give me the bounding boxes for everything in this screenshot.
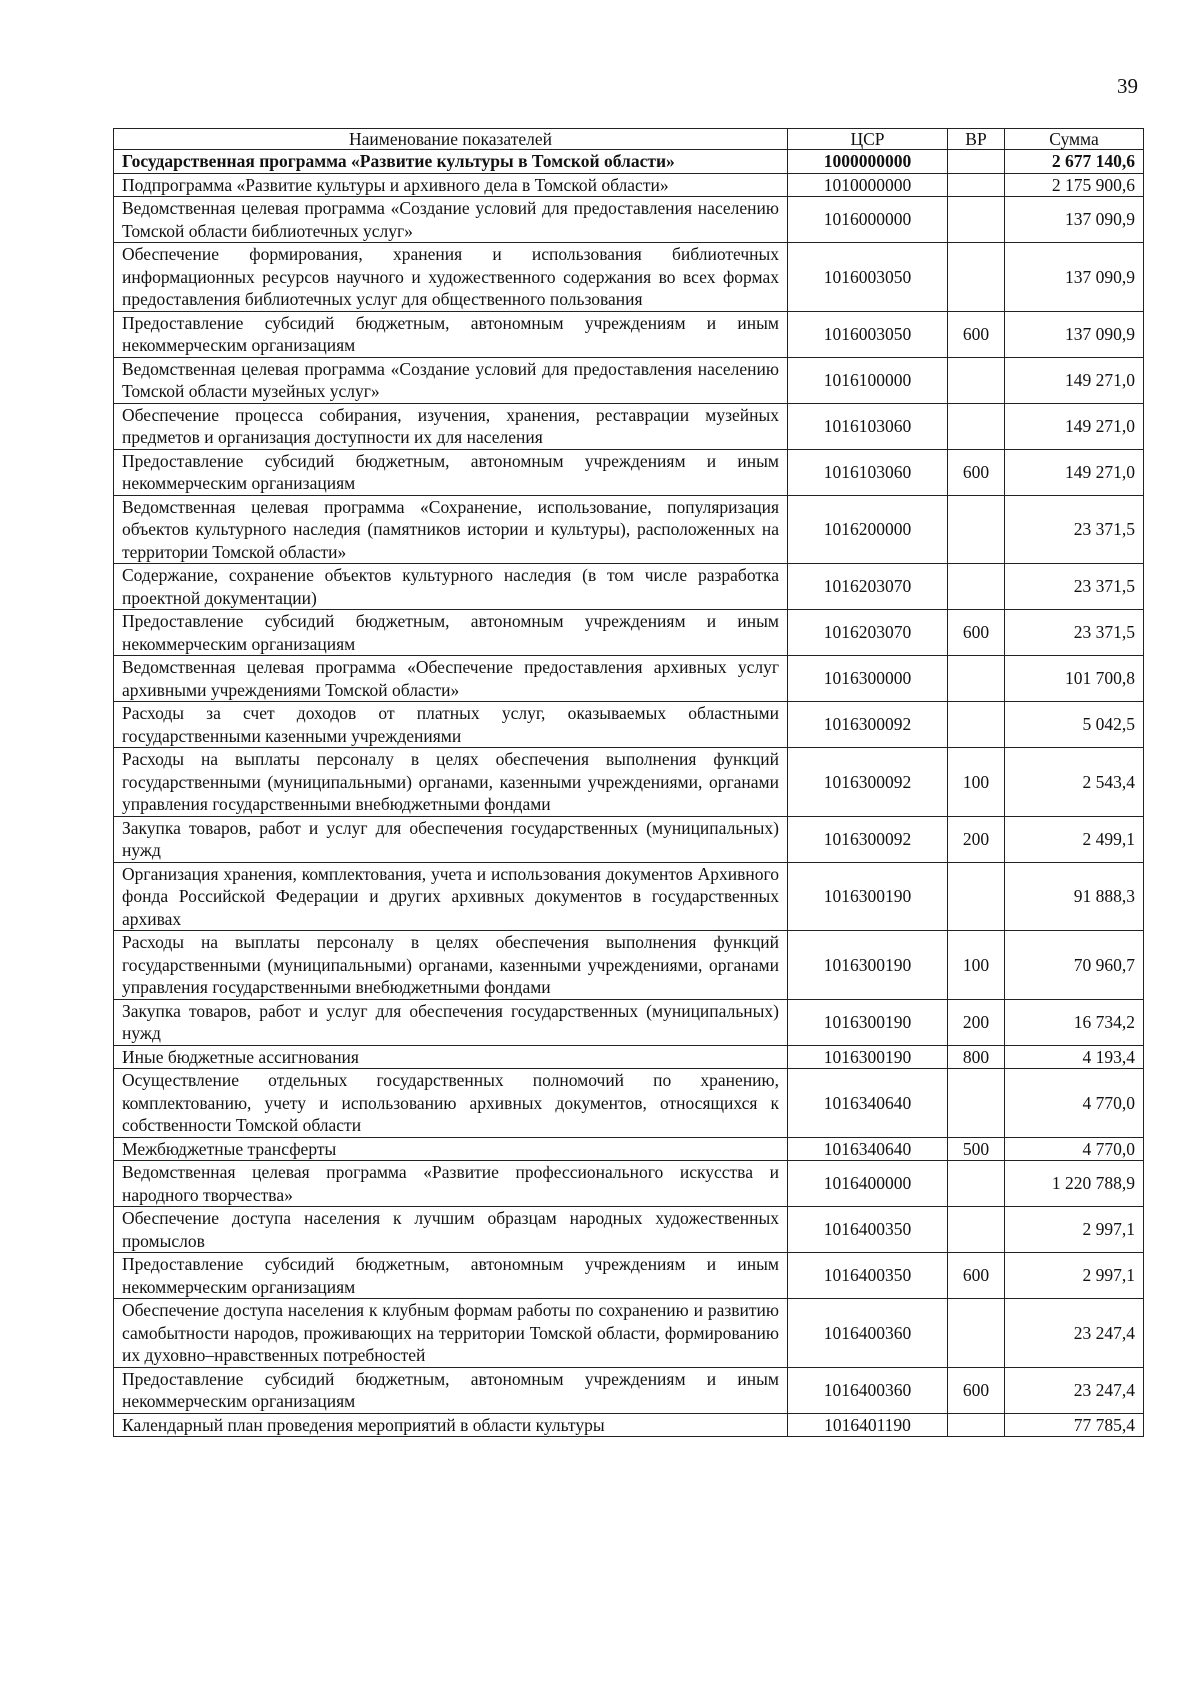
cell-csr: 1016300190 (788, 931, 948, 1000)
cell-name: Закупка товаров, работ и услуг для обеспечения государственных (муниципальных) нужд (114, 999, 788, 1045)
cell-vr (948, 357, 1005, 403)
cell-vr: 200 (948, 816, 1005, 862)
cell-csr: 1016300190 (788, 999, 948, 1045)
cell-csr: 1016100000 (788, 357, 948, 403)
cell-name: Подпрограмма «Развитие культуры и архивного дела в Томской области» (114, 173, 788, 197)
cell-sum: 4 193,4 (1005, 1045, 1144, 1069)
cell-csr: 1016400350 (788, 1207, 948, 1253)
cell-vr: 500 (948, 1137, 1005, 1161)
cell-name: Расходы за счет доходов от платных услуг, оказываемых областными государственными казенными учреждениями (114, 702, 788, 748)
cell-csr: 1016340640 (788, 1069, 948, 1138)
cell-name: Межбюджетные трансферты (114, 1137, 788, 1161)
table-row (114, 357, 1144, 403)
table-row (114, 150, 1144, 174)
table-row (114, 1207, 1144, 1253)
cell-sum: 137 090,9 (1005, 243, 1144, 312)
cell-sum: 23 247,4 (1005, 1367, 1144, 1413)
cell-name: Предоставление субсидий бюджетным, автономным учреждениям и иным некоммерческим организациям (114, 610, 788, 656)
cell-sum: 149 271,0 (1005, 403, 1144, 449)
cell-name: Расходы на выплаты персоналу в целях обеспечения выполнения функций государственными (муниципальными) органами, казенными учреждениями, органами управления государственными внебюджетными фондами (114, 748, 788, 817)
cell-vr (948, 1069, 1005, 1138)
cell-sum: 23 371,5 (1005, 495, 1144, 564)
table-row (114, 748, 1144, 817)
cell-csr: 1016400360 (788, 1299, 948, 1368)
header-name: Наименование показателей (114, 129, 788, 150)
cell-csr: 1016300092 (788, 748, 948, 817)
cell-csr: 1016300092 (788, 702, 948, 748)
cell-csr: 1016300092 (788, 816, 948, 862)
cell-sum: 2 175 900,6 (1005, 173, 1144, 197)
table-row (114, 564, 1144, 610)
cell-name: Предоставление субсидий бюджетным, автономным учреждениям и иным некоммерческим организациям (114, 1367, 788, 1413)
cell-name: Календарный план проведения мероприятий в области культуры (114, 1413, 788, 1437)
cell-name: Ведомственная целевая программа «Развитие профессионального искусства и народного творчества» (114, 1161, 788, 1207)
cell-vr (948, 173, 1005, 197)
cell-sum: 5 042,5 (1005, 702, 1144, 748)
cell-vr (948, 862, 1005, 931)
table-row (114, 311, 1144, 357)
table-row (114, 449, 1144, 495)
cell-vr (948, 1413, 1005, 1437)
cell-name: Обеспечение доступа населения к лучшим образцам народных художественных промыслов (114, 1207, 788, 1253)
cell-vr (948, 1207, 1005, 1253)
cell-csr: 1016340640 (788, 1137, 948, 1161)
table-body (114, 150, 1144, 1437)
cell-sum: 101 700,8 (1005, 656, 1144, 702)
table-row (114, 862, 1144, 931)
cell-vr: 600 (948, 449, 1005, 495)
cell-csr: 1016300190 (788, 1045, 948, 1069)
cell-vr: 200 (948, 999, 1005, 1045)
cell-name: Расходы на выплаты персоналу в целях обеспечения выполнения функций государственными (муниципальными) органами, казенными учреждениями, органами управления государственными внебюджетными фондами (114, 931, 788, 1000)
cell-sum: 2 997,1 (1005, 1207, 1144, 1253)
cell-name: Закупка товаров, работ и услуг для обеспечения государственных (муниципальных) нужд (114, 816, 788, 862)
cell-csr: 1016203070 (788, 564, 948, 610)
cell-name: Осуществление отдельных государственных полномочий по хранению, комплектованию, учету и использованию архивных документов, относящихся к собственности Томской области (114, 1069, 788, 1138)
page-number: 39 (1117, 74, 1138, 98)
cell-vr: 600 (948, 311, 1005, 357)
cell-vr: 100 (948, 748, 1005, 817)
cell-csr: 1016200000 (788, 495, 948, 564)
table-row (114, 1137, 1144, 1161)
cell-vr (948, 495, 1005, 564)
cell-name: Ведомственная целевая программа «Сохранение, использование, популяризация объектов культурного наследия (памятников истории и культуры), расположенных на территории Томской области» (114, 495, 788, 564)
cell-sum: 137 090,9 (1005, 197, 1144, 243)
table-row (114, 702, 1144, 748)
cell-csr: 1016003050 (788, 311, 948, 357)
table-row (114, 1069, 1144, 1138)
cell-name: Обеспечение процесса собирания, изучения, хранения, реставрации музейных предметов и организация доступности их для населения (114, 403, 788, 449)
cell-csr: 1016400360 (788, 1367, 948, 1413)
cell-vr (948, 150, 1005, 174)
cell-sum: 23 371,5 (1005, 564, 1144, 610)
cell-sum: 137 090,9 (1005, 311, 1144, 357)
cell-csr: 1016203070 (788, 610, 948, 656)
cell-name: Предоставление субсидий бюджетным, автономным учреждениям и иным некоммерческим организациям (114, 311, 788, 357)
table-row (114, 816, 1144, 862)
cell-name: Содержание, сохранение объектов культурного наследия (в том числе разработка проектной документации) (114, 564, 788, 610)
cell-csr: 1016400000 (788, 1161, 948, 1207)
header-row (114, 129, 1144, 150)
cell-vr: 600 (948, 1367, 1005, 1413)
cell-csr: 1016300000 (788, 656, 948, 702)
cell-name: Предоставление субсидий бюджетным, автономным учреждениям и иным некоммерческим организациям (114, 1253, 788, 1299)
table-header (114, 129, 1144, 150)
table-row (114, 610, 1144, 656)
table-row (114, 1253, 1144, 1299)
table-row (114, 931, 1144, 1000)
cell-sum: 4 770,0 (1005, 1069, 1144, 1138)
table-row (114, 403, 1144, 449)
table-row (114, 197, 1144, 243)
table-row (114, 999, 1144, 1045)
cell-vr (948, 1161, 1005, 1207)
cell-name: Предоставление субсидий бюджетным, автономным учреждениям и иным некоммерческим организациям (114, 449, 788, 495)
cell-sum: 77 785,4 (1005, 1413, 1144, 1437)
cell-csr: 1010000000 (788, 173, 948, 197)
cell-sum: 2 997,1 (1005, 1253, 1144, 1299)
table-row (114, 173, 1144, 197)
cell-vr (948, 243, 1005, 312)
header-vr: ВР (948, 129, 1005, 150)
cell-sum: 23 371,5 (1005, 610, 1144, 656)
cell-csr: 1016401190 (788, 1413, 948, 1437)
table-row (114, 495, 1144, 564)
table-row (114, 1413, 1144, 1437)
cell-sum: 4 770,0 (1005, 1137, 1144, 1161)
table-row (114, 1299, 1144, 1368)
table-row (114, 1367, 1144, 1413)
table-row (114, 1161, 1144, 1207)
cell-csr: 1016300190 (788, 862, 948, 931)
header-sum: Сумма (1005, 129, 1144, 150)
cell-vr (948, 403, 1005, 449)
table-row (114, 243, 1144, 312)
cell-vr: 600 (948, 610, 1005, 656)
cell-sum: 23 247,4 (1005, 1299, 1144, 1368)
cell-name: Ведомственная целевая программа «Создание условий для предоставления населению Томской области библиотечных услуг» (114, 197, 788, 243)
cell-sum: 2 499,1 (1005, 816, 1144, 862)
cell-vr: 600 (948, 1253, 1005, 1299)
cell-vr: 800 (948, 1045, 1005, 1069)
cell-csr: 1016400350 (788, 1253, 948, 1299)
cell-name: Иные бюджетные ассигнования (114, 1045, 788, 1069)
cell-sum: 2 677 140,6 (1005, 150, 1144, 174)
cell-name: Организация хранения, комплектования, учета и использования документов Архивного фонда Российской Федерации и других архивных документов в государственных архивах (114, 862, 788, 931)
cell-vr (948, 197, 1005, 243)
cell-sum: 149 271,0 (1005, 449, 1144, 495)
cell-sum: 149 271,0 (1005, 357, 1144, 403)
cell-csr: 1016103060 (788, 449, 948, 495)
cell-csr: 1016003050 (788, 243, 948, 312)
cell-csr: 1000000000 (788, 150, 948, 174)
table-row (114, 1045, 1144, 1069)
cell-name: Обеспечение доступа населения к клубным формам работы по сохранению и развитию самобытности народов, проживающих на территории Томской области, формированию их духовно–нравственных потребностей (114, 1299, 788, 1368)
cell-vr (948, 656, 1005, 702)
cell-name: Ведомственная целевая программа «Создание условий для предоставления населению Томской области музейных услуг» (114, 357, 788, 403)
cell-sum: 1 220 788,9 (1005, 1161, 1144, 1207)
cell-name: Ведомственная целевая программа «Обеспечение предоставления архивных услуг архивными учреждениями Томской области» (114, 656, 788, 702)
cell-vr (948, 564, 1005, 610)
table-row (114, 656, 1144, 702)
cell-sum: 70 960,7 (1005, 931, 1144, 1000)
cell-vr (948, 1299, 1005, 1368)
cell-csr: 1016103060 (788, 403, 948, 449)
cell-sum: 2 543,4 (1005, 748, 1144, 817)
budget-table (113, 128, 1144, 1437)
cell-vr: 100 (948, 931, 1005, 1000)
cell-vr (948, 702, 1005, 748)
cell-sum: 91 888,3 (1005, 862, 1144, 931)
header-csr: ЦСР (788, 129, 948, 150)
cell-name: Обеспечение формирования, хранения и использования библиотечных информационных ресурсов научного и художественного содержания во всех формах предоставления библиотечных услуг для общественного пользования (114, 243, 788, 312)
cell-sum: 16 734,2 (1005, 999, 1144, 1045)
cell-name: Государственная программа «Развитие культуры в Томской области» (114, 150, 788, 174)
cell-csr: 1016000000 (788, 197, 948, 243)
